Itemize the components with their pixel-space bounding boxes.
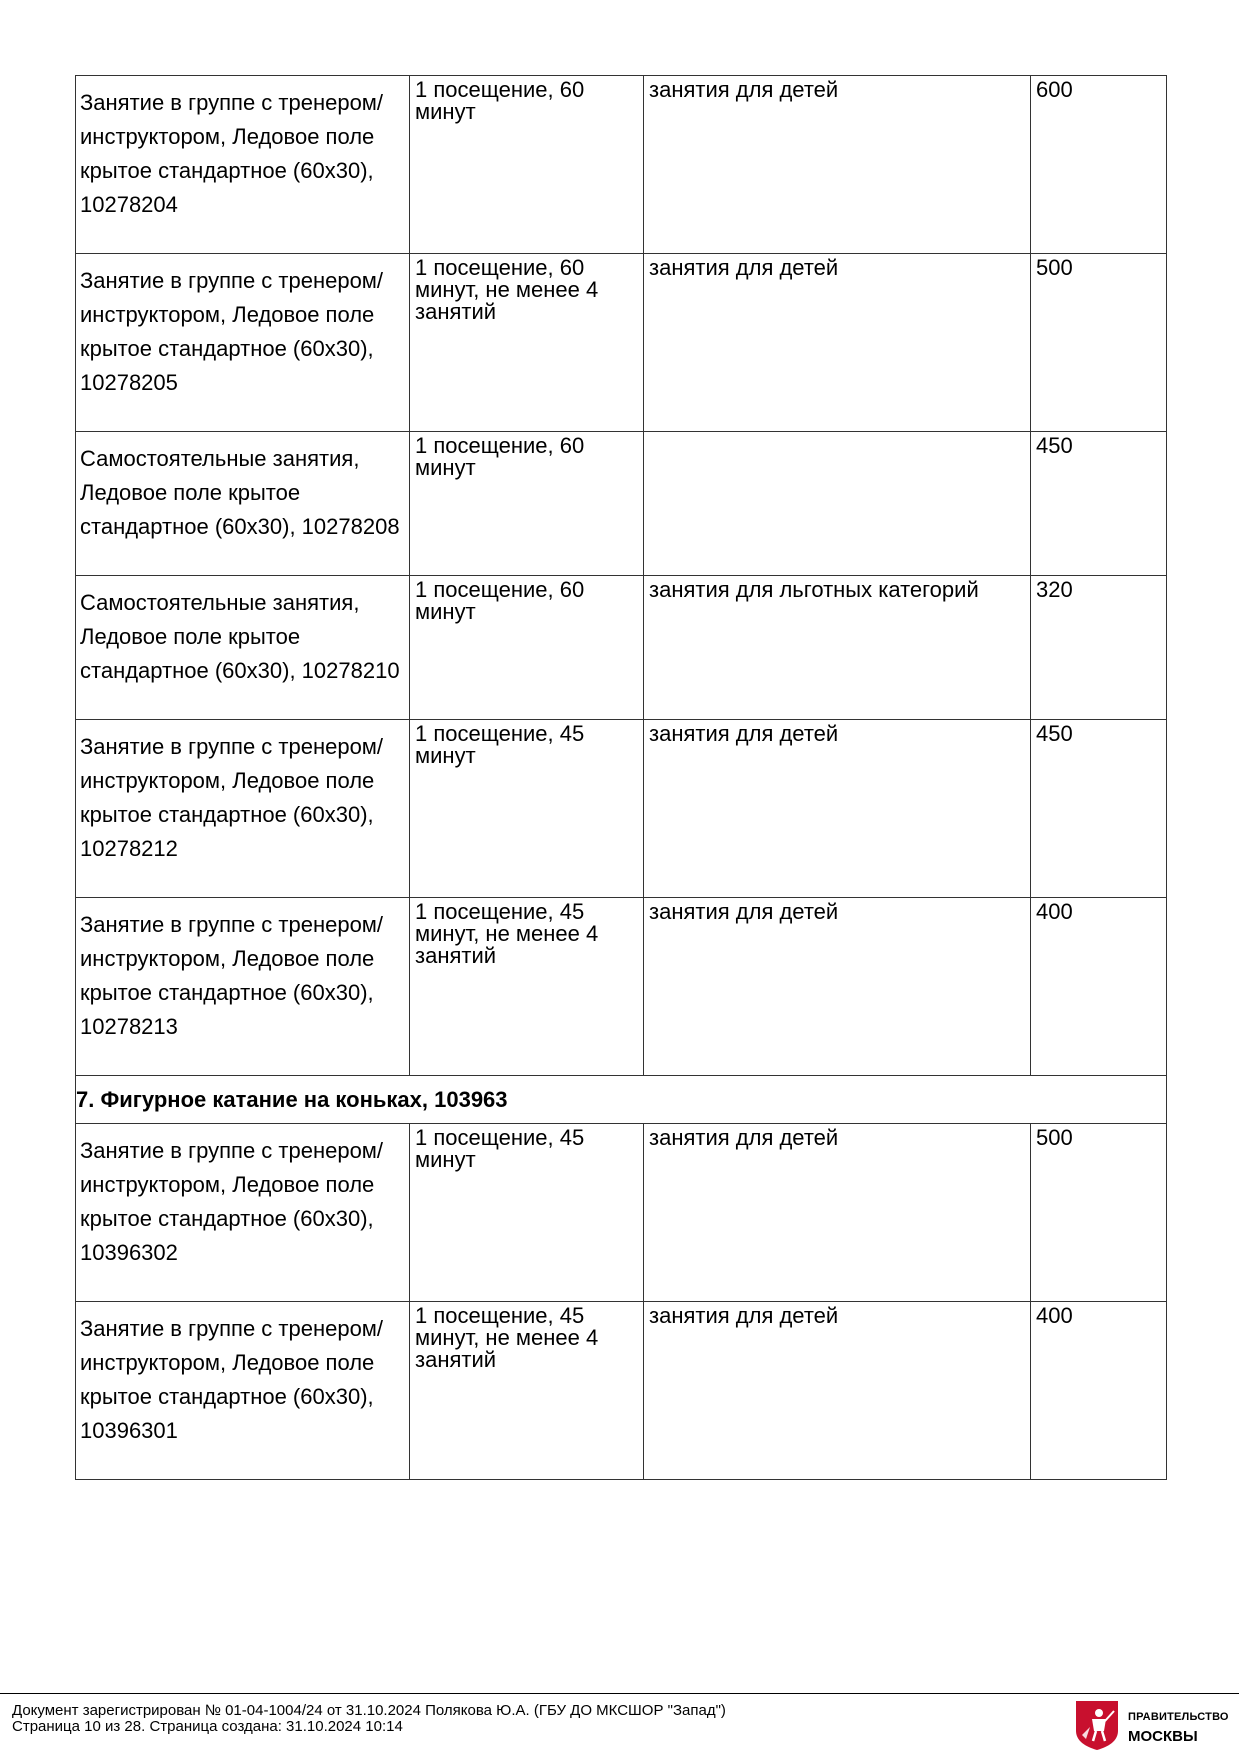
- price-cell-text: 500: [1036, 1125, 1073, 1150]
- category-cell: [644, 76, 1031, 254]
- category-cell-text: занятия для детей: [649, 1125, 839, 1150]
- price-cell: [1031, 76, 1167, 254]
- price-cell: [1031, 1302, 1167, 1480]
- price-cell-text: 320: [1036, 577, 1073, 602]
- category-cell: [644, 1302, 1031, 1480]
- category-cell-text: занятия для детей: [649, 77, 839, 102]
- table-row: [76, 1302, 1167, 1480]
- category-cell: [644, 898, 1031, 1076]
- price-cell: [1031, 898, 1167, 1076]
- price-table: [75, 75, 1167, 1480]
- category-cell-text: занятия для детей: [649, 899, 839, 924]
- unit-cell-text: 1 посещение, 45 минут, не менее 4 занятий: [415, 899, 599, 968]
- unit-cell-text: 1 посещение, 45 минут: [415, 721, 585, 768]
- moscow-coat-of-arms-icon: [1074, 1699, 1120, 1751]
- registration-line: Документ зарегистрирован № 01-04-1004/24 от 31.10.2024 Полякова Ю.А. (ГБУ ДО МКСШОР "Запад"): [12, 1702, 726, 1719]
- section-title: 7. Фигурное катание на коньках, 103963: [76, 1076, 1167, 1124]
- table-row: [76, 898, 1167, 1076]
- price-cell-text: 400: [1036, 1303, 1073, 1328]
- price-cell: [1031, 576, 1167, 720]
- service-name-cell-text: Самостоятельные занятия, Ледовое поле крытое стандартное (60х30), 10278208: [80, 446, 400, 539]
- service-name-cell-text: Занятие в группе с тренером/инструктором, Ледовое поле крытое стандартное (60х30), 10278213: [80, 912, 384, 1039]
- unit-cell-text: 1 посещение, 60 минут: [415, 77, 585, 124]
- service-name-cell-text: Занятие в группе с тренером/инструктором, Ледовое поле крытое стандартное (60х30), 10278204: [80, 90, 384, 217]
- page-info-line: Страница 10 из 28. Страница создана: 31.10.2024 10:14: [12, 1718, 403, 1735]
- category-cell: [644, 1124, 1031, 1302]
- unit-cell: [410, 432, 644, 576]
- service-name-cell: [76, 254, 410, 432]
- table-row: [76, 76, 1167, 254]
- service-name-cell: [76, 432, 410, 576]
- page-footer: [0, 1693, 1239, 1755]
- table-row: [76, 576, 1167, 720]
- category-cell: [644, 576, 1031, 720]
- unit-cell-text: 1 посещение, 60 минут: [415, 577, 585, 624]
- service-name-cell: [76, 898, 410, 1076]
- category-cell: [644, 432, 1031, 576]
- category-cell-text: занятия для детей: [649, 1303, 839, 1328]
- service-name-cell-text: Занятие в группе с тренером/инструктором, Ледовое поле крытое стандартное (60х30), 10396302: [80, 1138, 384, 1265]
- service-name-cell: [76, 76, 410, 254]
- unit-cell: [410, 720, 644, 898]
- service-name-cell: [76, 1302, 410, 1480]
- price-cell: [1031, 432, 1167, 576]
- unit-cell: [410, 76, 644, 254]
- unit-cell-text: 1 посещение, 60 минут, не менее 4 занятий: [415, 255, 599, 324]
- registration-info: [12, 1703, 726, 1735]
- unit-cell-text: 1 посещение, 45 минут, не менее 4 занятий: [415, 1303, 599, 1372]
- service-name-cell: [76, 576, 410, 720]
- service-name-cell: [76, 720, 410, 898]
- unit-cell: [410, 576, 644, 720]
- unit-cell: [410, 898, 644, 1076]
- service-name-cell-text: Занятие в группе с тренером/инструктором, Ледовое поле крытое стандартное (60х30), 10278212: [80, 734, 384, 861]
- category-cell-text: занятия для детей: [649, 721, 839, 746]
- category-cell-text: занятия для детей: [649, 255, 839, 280]
- unit-cell-text: 1 посещение, 45 минут: [415, 1125, 585, 1172]
- table-row: [76, 254, 1167, 432]
- moscow-government-logo-text: ПРАВИТЕЛЬСТВО МОСКВЫ: [1128, 1711, 1229, 1745]
- price-cell-text: 450: [1036, 721, 1073, 746]
- price-cell: [1031, 1124, 1167, 1302]
- price-cell-text: 500: [1036, 255, 1073, 280]
- price-cell: [1031, 254, 1167, 432]
- section-header-row: [76, 1076, 1167, 1124]
- price-cell-text: 450: [1036, 433, 1073, 458]
- price-cell-text: 600: [1036, 77, 1073, 102]
- table-row: [76, 432, 1167, 576]
- service-name-cell-text: Занятие в группе с тренером/инструктором, Ледовое поле крытое стандартное (60х30), 10396301: [80, 1316, 384, 1443]
- category-cell: [644, 254, 1031, 432]
- price-cell: [1031, 720, 1167, 898]
- unit-cell: [410, 1124, 644, 1302]
- unit-cell: [410, 1302, 644, 1480]
- service-name-cell: [76, 1124, 410, 1302]
- service-name-cell-text: Самостоятельные занятия, Ледовое поле крытое стандартное (60х30), 10278210: [80, 590, 400, 683]
- category-cell-text: занятия для льготных категорий: [649, 577, 979, 602]
- category-cell-text: [644, 432, 1030, 435]
- table-row: [76, 1124, 1167, 1302]
- service-name-cell-text: Занятие в группе с тренером/инструктором, Ледовое поле крытое стандартное (60х30), 10278205: [80, 268, 384, 395]
- category-cell: [644, 720, 1031, 898]
- unit-cell-text: 1 посещение, 60 минут: [415, 433, 585, 480]
- price-cell-text: 400: [1036, 899, 1073, 924]
- unit-cell: [410, 254, 644, 432]
- table-row: [76, 720, 1167, 898]
